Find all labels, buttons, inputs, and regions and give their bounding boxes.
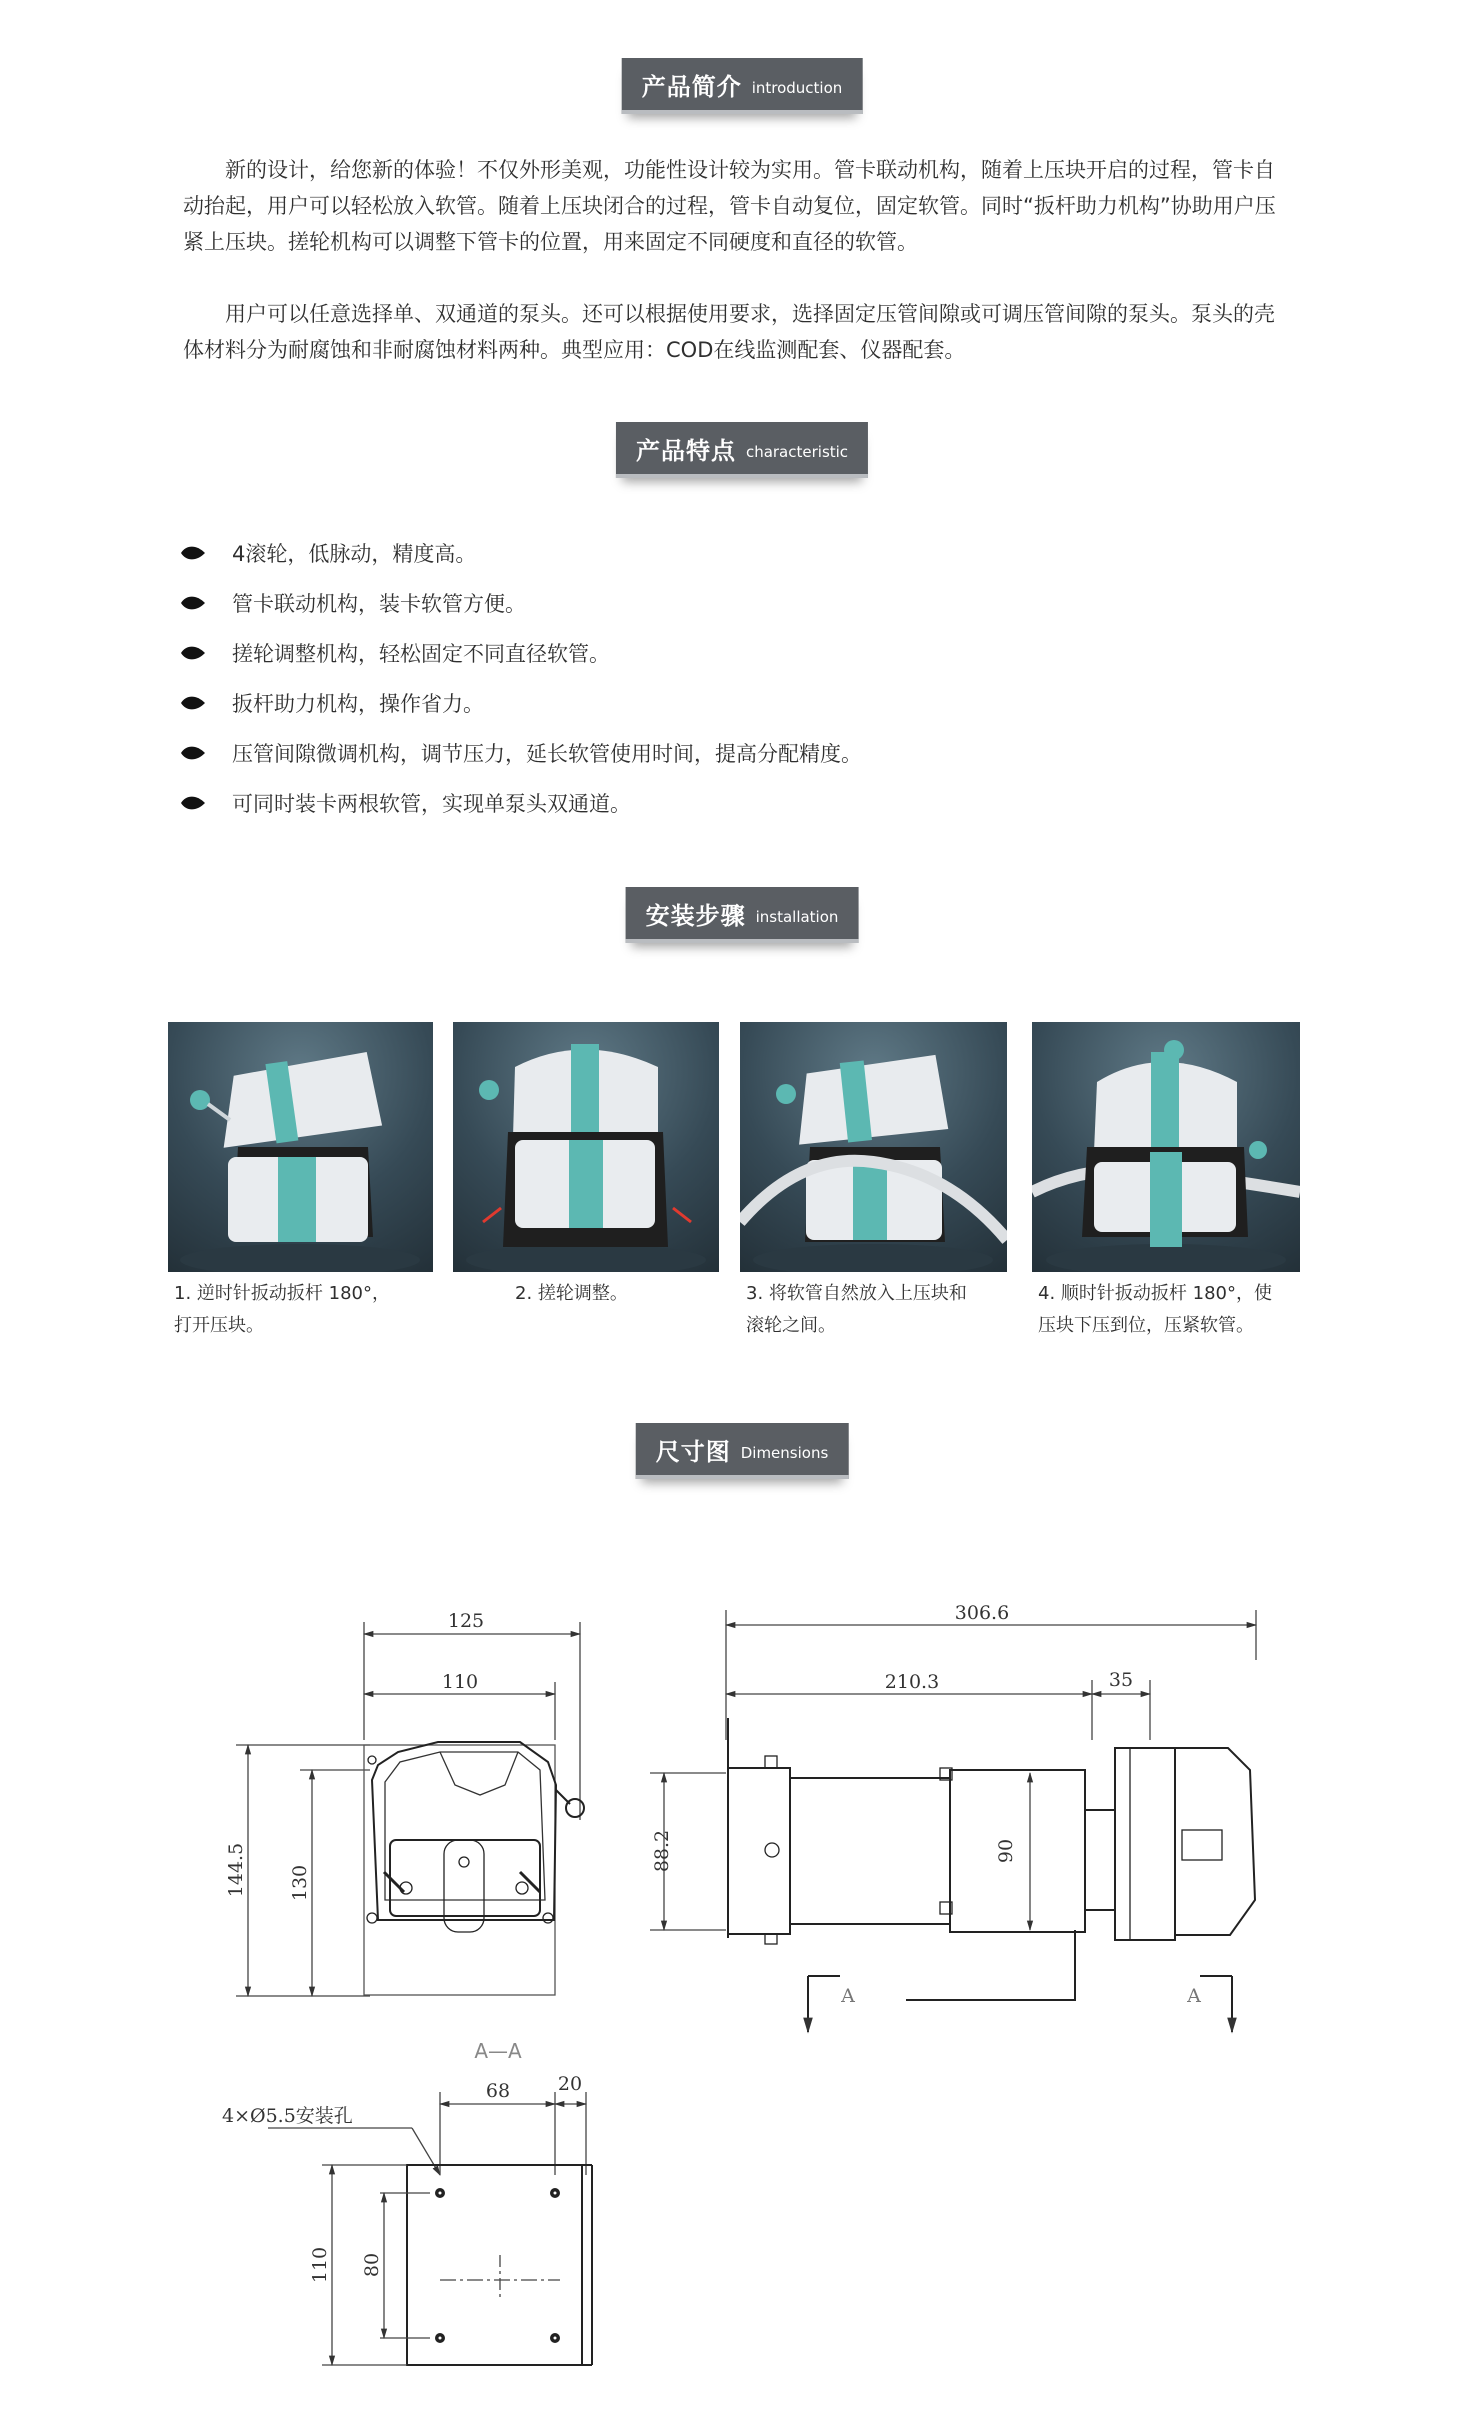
mounting-hole-note: 4×Ø5.5安装孔	[222, 2105, 353, 2127]
step-caption-line1: 3. 将软管自然放入上压块和	[746, 1283, 967, 1304]
section-title-en: characteristic	[745, 443, 849, 461]
section-title-en: installation	[755, 908, 839, 926]
feature-list	[180, 528, 862, 828]
pump-photo-open	[168, 1022, 433, 1272]
dim-base-hole-spacing-x: 68	[485, 2080, 511, 2102]
dim-front-height-inner: 130	[289, 1864, 311, 1902]
section-header-dimensions	[636, 1423, 849, 1479]
section-title-en: Dimensions	[740, 1444, 829, 1462]
pump-photo-insert-tube	[740, 1022, 1007, 1272]
install-step-2	[453, 1022, 719, 1310]
install-step-1	[168, 1022, 433, 1342]
dim-base-height-total: 110	[309, 2246, 331, 2284]
dim-side-length-head: 35	[1108, 1669, 1134, 1691]
intro-paragraph-2: 用户可以任意选择单、双通道的泵头。还可以根据使用要求，选择固定压管间隙或可调压管间隙的泵头。泵头的壳体材料分为耐腐蚀和非耐腐蚀材料两种。典型应用：COD在线监测配套、仪器配套。	[183, 302, 1275, 362]
leaf-bullet-icon	[180, 544, 206, 562]
step-caption-line2: 压块下压到位，压紧软管。	[1038, 1315, 1254, 1336]
leaf-bullet-icon	[180, 594, 206, 612]
pump-photo-closed	[1032, 1022, 1300, 1272]
feature-item	[180, 528, 862, 578]
leaf-bullet-icon	[180, 794, 206, 812]
feature-text: 可同时装卡两根软管，实现单泵头双通道。	[232, 792, 631, 816]
section-marker-left: A	[841, 1985, 855, 2007]
install-step-3	[740, 1022, 1007, 1342]
feature-text: 4滚轮，低脉动，精度高。	[232, 542, 477, 566]
feature-text: 管卡联动机构，装卡软管方便。	[232, 592, 526, 616]
section-header-introduction	[622, 58, 863, 114]
leaf-bullet-icon	[180, 744, 206, 762]
section-header-installation	[626, 887, 859, 943]
feature-item	[180, 578, 862, 628]
dim-side-length-total: 306.6	[954, 1602, 1010, 1624]
section-title-zh: 产品简介	[641, 72, 742, 101]
dim-side-height-flange: 88.2	[651, 1829, 673, 1873]
section-label-aa: A—A	[474, 2039, 522, 2063]
section-title-zh: 尺寸图	[655, 1437, 731, 1466]
dim-side-height-motor: 90	[995, 1838, 1017, 1864]
step-caption-line2: 打开压块。	[174, 1315, 264, 1336]
step-caption-line2: 滚轮之间。	[746, 1315, 836, 1336]
feature-text: 搓轮调整机构，轻松固定不同直径软管。	[232, 642, 610, 666]
feature-text: 扳杆助力机构，操作省力。	[232, 692, 484, 716]
intro-paragraph-1: 新的设计，给您新的体验！不仅外形美观，功能性设计较为实用。管卡联动机构，随着上压块开启的过程，管卡自动抬起，用户可以轻松放入软管。随着上压块闭合的过程，管卡自动复位，固定软管。同时“扳杆助力机构”协助用户压紧上压块。搓轮机构可以调整下管卡的位置，用来固定不同硬度和直径的软管。	[183, 158, 1276, 254]
dimension-drawing	[0, 1560, 1484, 2421]
section-title-zh: 产品特点	[635, 436, 736, 465]
feature-item	[180, 778, 862, 828]
section-title-zh: 安装步骤	[645, 901, 746, 930]
step-caption-line1: 4. 顺时针扳动扳杆 180°，使	[1038, 1283, 1272, 1304]
feature-item	[180, 678, 862, 728]
section-header-characteristic	[616, 422, 868, 478]
section-marker-right: A	[1187, 1985, 1201, 2007]
feature-item	[180, 728, 862, 778]
pump-photo-adjust	[453, 1022, 719, 1272]
dim-front-width-total: 125	[447, 1610, 485, 1632]
leaf-bullet-icon	[180, 694, 206, 712]
feature-item	[180, 628, 862, 678]
step-caption-line1: 2. 搓轮调整。	[515, 1283, 628, 1304]
dim-base-hole-spacing-y: 80	[361, 2252, 383, 2278]
leaf-bullet-icon	[180, 644, 206, 662]
dim-front-width-inner: 110	[441, 1671, 479, 1693]
step-caption-line1: 1. 逆时针扳动扳杆 180°，	[174, 1283, 390, 1304]
dim-base-edge-offset: 20	[557, 2073, 583, 2095]
install-step-4	[1032, 1022, 1300, 1342]
dim-side-length-motor: 210.3	[884, 1671, 940, 1693]
dim-front-height-total: 144.5	[225, 1842, 247, 1898]
section-title-en: introduction	[751, 79, 843, 97]
feature-text: 压管间隙微调机构，调节压力，延长软管使用时间，提高分配精度。	[232, 742, 862, 766]
